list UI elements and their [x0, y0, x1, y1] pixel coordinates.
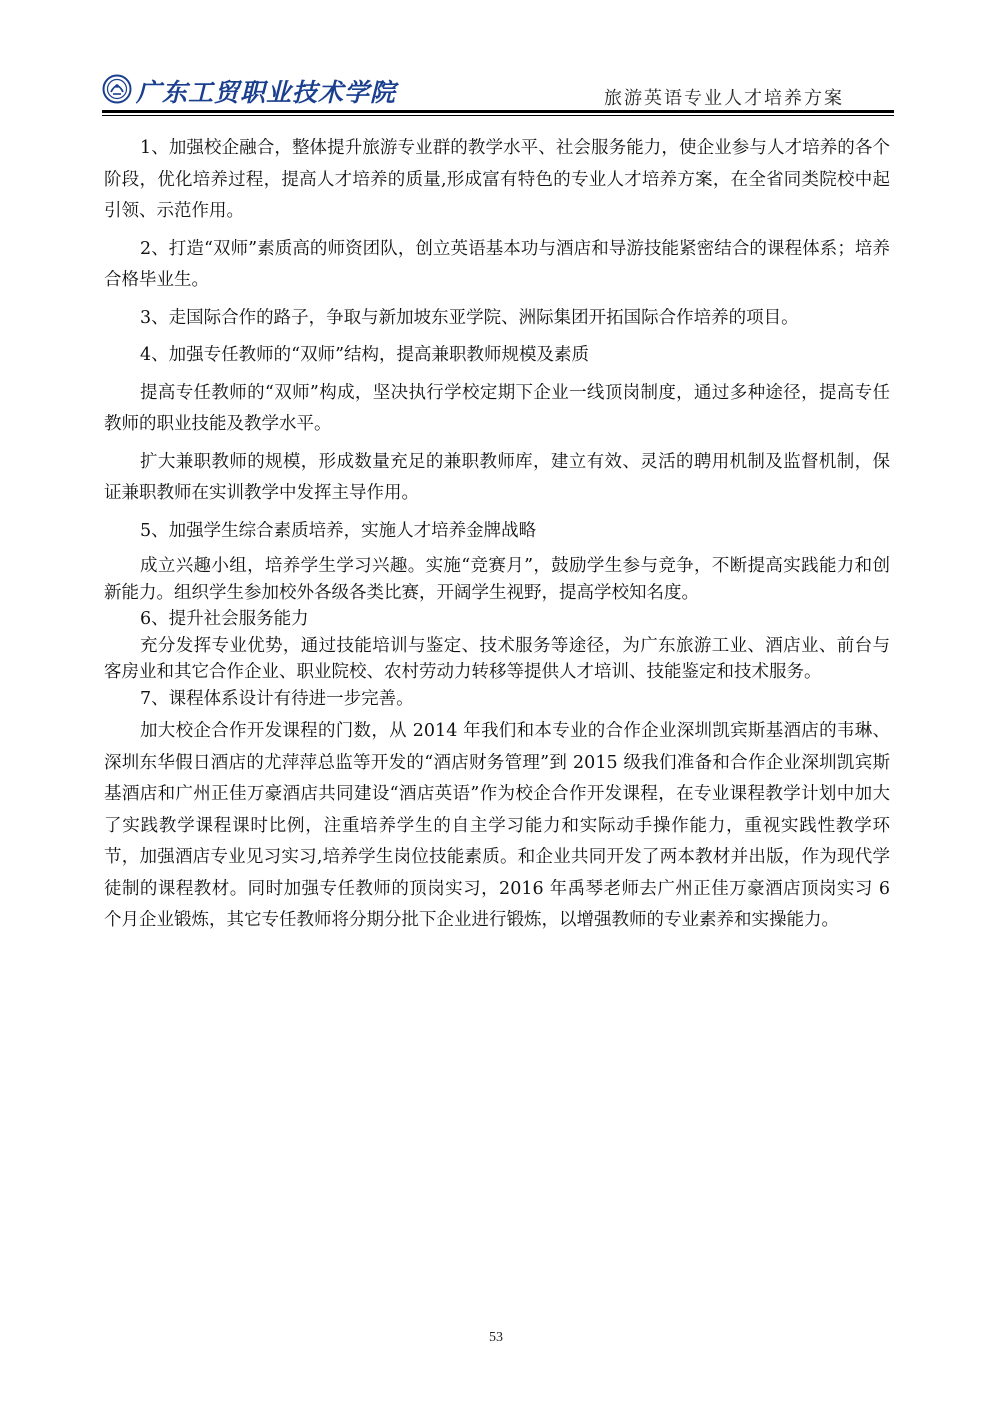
paragraph-9: 6、提升社会服务能力: [140, 609, 309, 629]
paragraph-3: 3、走国际合作的路子，争取与新加坡东亚学院、洲际集团开拓国际合作培养的项目。: [140, 307, 799, 328]
header-rule-thin: [102, 115, 894, 116]
paragraph-5: 提高专任教师的“双师”构成，坚决执行学校定期下企业一线顶岗制度，通过多种途径，提高专任教师的职业技能及教学水平。: [104, 382, 890, 434]
body-text: [104, 133, 890, 937]
school-name-logo: 广东工贸职业技术学院: [136, 78, 397, 107]
paragraph-10: 充分发挥专业优势，通过技能培训与鉴定、技术服务等途径，为广东旅游工业、酒店业、前台与客房业和其它合作企业、职业院校、农村劳动力转移等提供人才培训、技能鉴定和技术服务。: [104, 635, 890, 682]
paragraph-2: 2、打造“双师”素质高的师资团队，创立英语基本功与酒店和导游技能紧密结合的课程体系；培养合格毕业生。: [104, 238, 890, 290]
header-rule-thick: [102, 110, 894, 113]
paragraph-6: 扩大兼职教师的规模，形成数量充足的兼职教师库，建立有效、灵活的聘用机制及监督机制，保证兼职教师在实训教学中发挥主导作用。: [104, 451, 890, 503]
page-header: [102, 70, 894, 114]
paragraph-1: 1、加强校企融合，整体提升旅游专业群的教学水平、社会服务能力，使企业参与人才培养的各个阶段，优化培养过程，提高人才培养的质量,形成富有特色的专业人才培养方案，在全省同类院校中起引领、示范作用。: [104, 138, 890, 221]
paragraph-4: 4、加强专任教师的“双师”结构，提高兼职教师规模及素质: [140, 345, 590, 365]
page-number: 53: [489, 1330, 503, 1345]
paragraph-11: 7、课程体系设计有待进一步完善。: [140, 688, 414, 709]
paragraph-8: 成立兴趣小组，培养学生学习兴趣。实施“竞赛月”，鼓励学生参与竞争，不断提高实践能力和创新能力。组织学生参加校外各级各类比赛，开阔学生视野，提高学校知名度。: [104, 556, 890, 603]
school-emblem-icon: [102, 74, 132, 104]
paragraph-7: 5、加强学生综合素质培养，实施人才培养金牌战略: [140, 520, 537, 541]
paragraph-12: 加大校企合作开发课程的门数，从 2014 年我们和本专业的合作企业深圳凯宾斯基酒店的韦琳、深圳东华假日酒店的尤萍萍总监等开发的“酒店财务管理”到 2015 级我们准备和合作企业深圳凯宾斯基酒店和广州正佳万豪酒店共同建设“酒店英语”作为校企合作开发课程，在专业课程教学计划中加大了实践教学课程课时比例，注重培养学生的自主学习能力和实际动手操作能力，重视实践性教学环节，加强酒店专业见习实习,培养学生岗位技能素质。和企业共同开发了两本教材并出版，作为现代学徒制的课程教材。同时加强专任教师的顶岗实习，2016 年禹琴老师去广州正佳万豪酒店顶岗实习 6 个月企业锻炼，其它专任教师将分期分批下企业进行锻炼，以增强教师的专业素养和实操能力。: [104, 721, 890, 930]
document-title: 旅游英语专业人才培养方案: [604, 88, 844, 109]
